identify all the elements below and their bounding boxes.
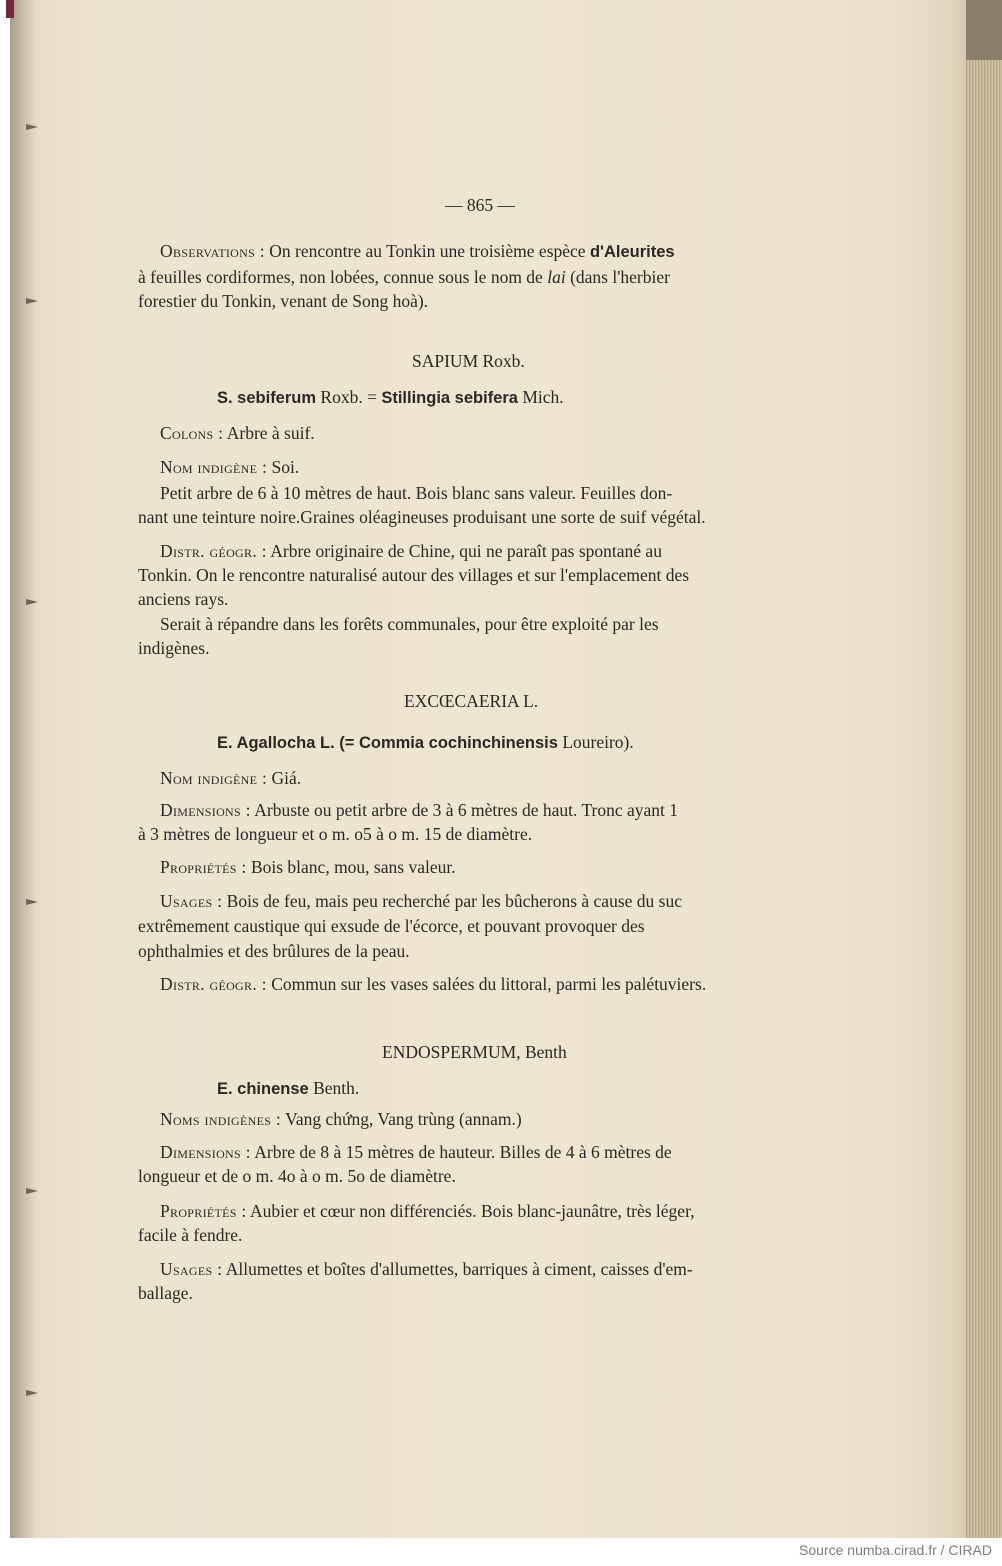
genus-heading-sapium: SAPIUM Roxb. xyxy=(412,351,525,371)
margin-tick-icon xyxy=(26,1186,46,1194)
usages-line-1: Usages : Allumettes et boîtes d'allumettes, barriques à ciment, caisses d'em- xyxy=(160,1259,693,1279)
nom-indigene-line: Nom indigène : Soi. xyxy=(160,457,300,477)
species-heading: S. sebiferum Roxb. = Stillingia sebifera Mich. xyxy=(217,387,564,407)
observations-line-1: Observations : On rencontre au Tonkin une troisième espèce d'Aleurites xyxy=(160,241,675,261)
usages-line-2: extrêmement caustique qui exsude de l'écorce, et pouvant provoquer des xyxy=(138,916,645,936)
bookmark-ribbon xyxy=(6,0,14,18)
distr-line-3: anciens rays. xyxy=(138,589,229,609)
page-number: — 865 — xyxy=(445,195,515,215)
genus-heading-excoecaeria: EXCŒCAERIA L. xyxy=(404,691,539,711)
dimensions-line-2: à 3 mètres de longueur et o m. o5 à o m. 15 de diamètre. xyxy=(138,824,533,844)
species-heading: E. chinense Benth. xyxy=(217,1078,360,1098)
observations-line-3: forestier du Tonkin, venant de Song hoà). xyxy=(138,291,429,311)
description-line-1: Petit arbre de 6 à 10 mètres de haut. Bois blanc sans valeur. Feuilles don- xyxy=(160,483,673,503)
distr-line: Distr. géogr. : Commun sur les vases salées du littoral, parmi les palétuviers. xyxy=(160,974,707,994)
genus-heading-endospermum: ENDOSPERMUM, Benth xyxy=(382,1042,567,1062)
distr-line-2: Tonkin. On le rencontre naturalisé autour des villages et sur l'emplacement des xyxy=(138,565,690,585)
usages-line-2: ballage. xyxy=(138,1283,193,1303)
margin-tick-icon xyxy=(26,296,46,304)
spine-shadow xyxy=(10,0,36,1538)
note-line-2: indigènes. xyxy=(138,638,210,658)
page-edges xyxy=(966,0,1002,1538)
margin-tick-icon xyxy=(26,897,46,905)
dimensions-line-1: Dimensions : Arbre de 8 à 15 mètres de hauteur. Billes de 4 à 6 mètres de xyxy=(160,1142,672,1162)
source-credit: Source numba.cirad.fr / CIRAD xyxy=(799,1542,992,1558)
nom-indigene-line: Nom indigène : Giá. xyxy=(160,768,302,788)
description-line-2: nant une teinture noire.Graines oléagineuses produisant une sorte de suif végétal. xyxy=(138,507,706,527)
observations-label: Observations : xyxy=(160,241,265,261)
proprietes-line-2: facile à fendre. xyxy=(138,1225,243,1245)
proprietes-line-1: Propriétés : Aubier et cœur non différenciés. Bois blanc-jaunâtre, très léger, xyxy=(160,1201,695,1221)
species-heading: E. Agallocha L. (= Commia cochinchinensis Loureiro). xyxy=(217,732,634,752)
colons-line: Colons : Arbre à suif. xyxy=(160,423,315,443)
usages-line-3: ophthalmies et des brûlures de la peau. xyxy=(138,941,410,961)
margin-tick-icon xyxy=(26,122,46,130)
usages-line-1: Usages : Bois de feu, mais peu recherché par les bûcherons à cause du suc xyxy=(160,891,682,911)
book-page xyxy=(10,0,968,1538)
page-edges-top xyxy=(966,0,1002,60)
dimensions-line-2: longueur et de o m. 4o à o m. 5o de diamètre. xyxy=(138,1166,456,1186)
margin-tick-icon xyxy=(26,597,46,605)
note-line-1: Serait à répandre dans les forêts communales, pour être exploité par les xyxy=(160,614,659,634)
proprietes-line: Propriétés : Bois blanc, mou, sans valeur. xyxy=(160,857,456,877)
noms-indigenes-line: Noms indigènes : Vang chứng, Vang trùng (annam.) xyxy=(160,1109,522,1129)
dimensions-line-1: Dimensions : Arbuste ou petit arbre de 3 à 6 mètres de haut. Tronc ayant 1 xyxy=(160,800,679,820)
observations-line-2: à feuilles cordiformes, non lobées, connue sous le nom de lai (dans l'herbier xyxy=(138,267,670,287)
distr-line-1: Distr. géogr. : Arbre originaire de Chine, qui ne paraît pas spontané au xyxy=(160,541,662,561)
margin-tick-icon xyxy=(26,1388,46,1396)
